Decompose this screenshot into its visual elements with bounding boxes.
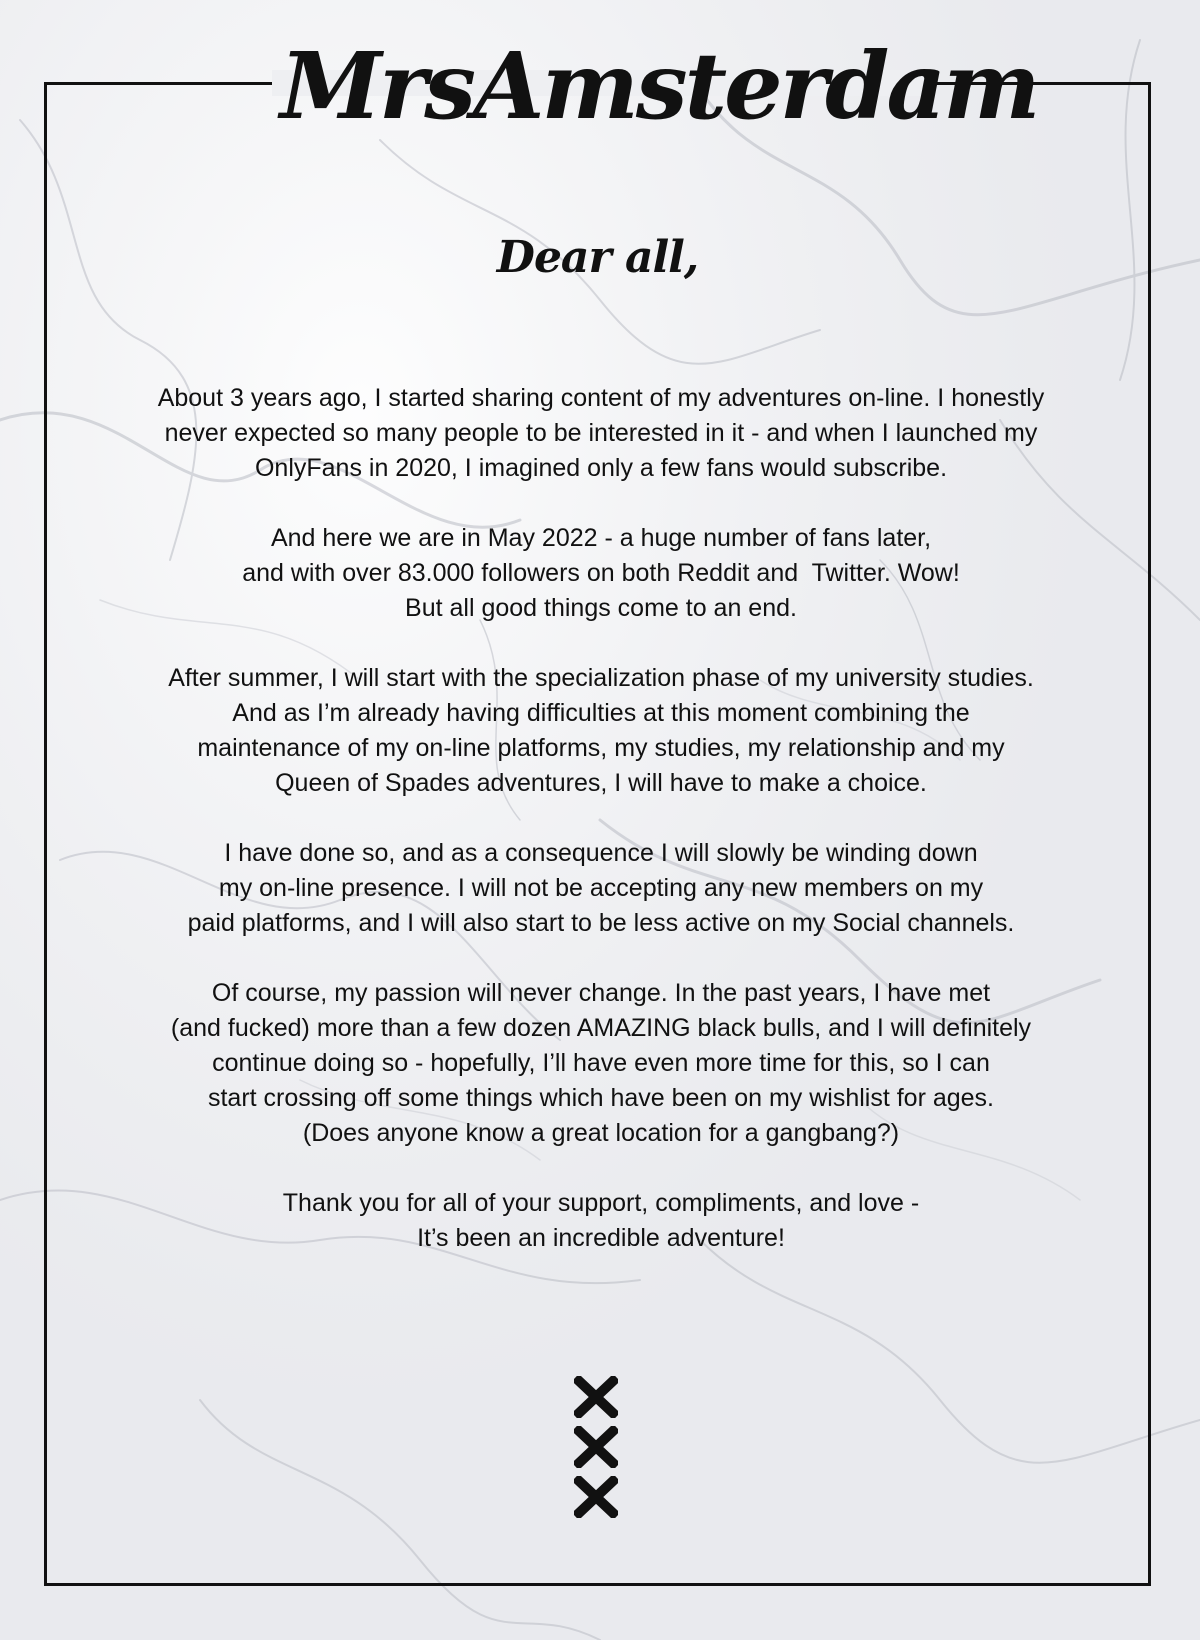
paragraph — [96, 521, 1106, 626]
cross-icon — [574, 1476, 618, 1518]
text-line: start crossing off some things which have been on my wishlist for ages. — [207, 1084, 995, 1112]
text-line: About 3 years ago, I started sharing content of my adventures on-line. I honestly — [157, 384, 1045, 412]
text-line: my on-line presence. I will not be accepting any new members on my — [218, 874, 984, 902]
paragraph — [96, 1186, 1106, 1256]
text-line: paid platforms, and I will also start to be less active on my Social channels. — [187, 909, 1015, 937]
text-line: Queen of Spades adventures, I will have to make a choice. — [275, 769, 927, 797]
text-line: Thank you for all of your support, compliments, and love - — [282, 1189, 920, 1217]
text-line: (Does anyone know a great location for a gangbang?) — [302, 1119, 900, 1147]
signoff-crosses — [574, 1376, 626, 1526]
text-line: After summer, I will start with the specialization phase of my university studies. — [168, 664, 1034, 692]
text-line: maintenance of my on-line platforms, my studies, my relationship and my — [197, 734, 1005, 762]
greeting: Dear all, — [496, 232, 699, 283]
cross-icon — [574, 1426, 618, 1468]
text-line: And as I’m already having difficulties at this moment combining the — [232, 699, 970, 727]
page-title: MrsAmsterdam — [280, 32, 1038, 140]
paragraph — [96, 381, 1106, 486]
paragraph — [96, 976, 1106, 1151]
text-line: OnlyFans in 2020, I imagined only a few fans would subscribe. — [254, 454, 948, 482]
text-line: never expected so many people to be interested in it - and when I launched my — [164, 419, 1038, 447]
letter-body — [96, 381, 1106, 1291]
text-line: I have done so, and as a consequence I will slowly be winding down — [224, 839, 978, 867]
text-line: and with over 83.000 followers on both Reddit and Twitter. Wow! — [242, 559, 960, 587]
text-line: Of course, my passion will never change. In the past years, I have met — [211, 979, 991, 1007]
text-line: continue doing so - hopefully, I’ll have even more time for this, so I can — [212, 1049, 990, 1077]
cross-icon — [574, 1376, 618, 1418]
text-line: And here we are in May 2022 - a huge number of fans later, — [270, 524, 932, 552]
text-line: It’s been an incredible adventure! — [417, 1224, 785, 1252]
paragraph — [96, 836, 1106, 941]
text-line: But all good things come to an end. — [405, 594, 797, 622]
text-line: (and fucked) more than a few dozen AMAZING black bulls, and I will definitely — [170, 1014, 1032, 1042]
paragraph — [96, 661, 1106, 801]
